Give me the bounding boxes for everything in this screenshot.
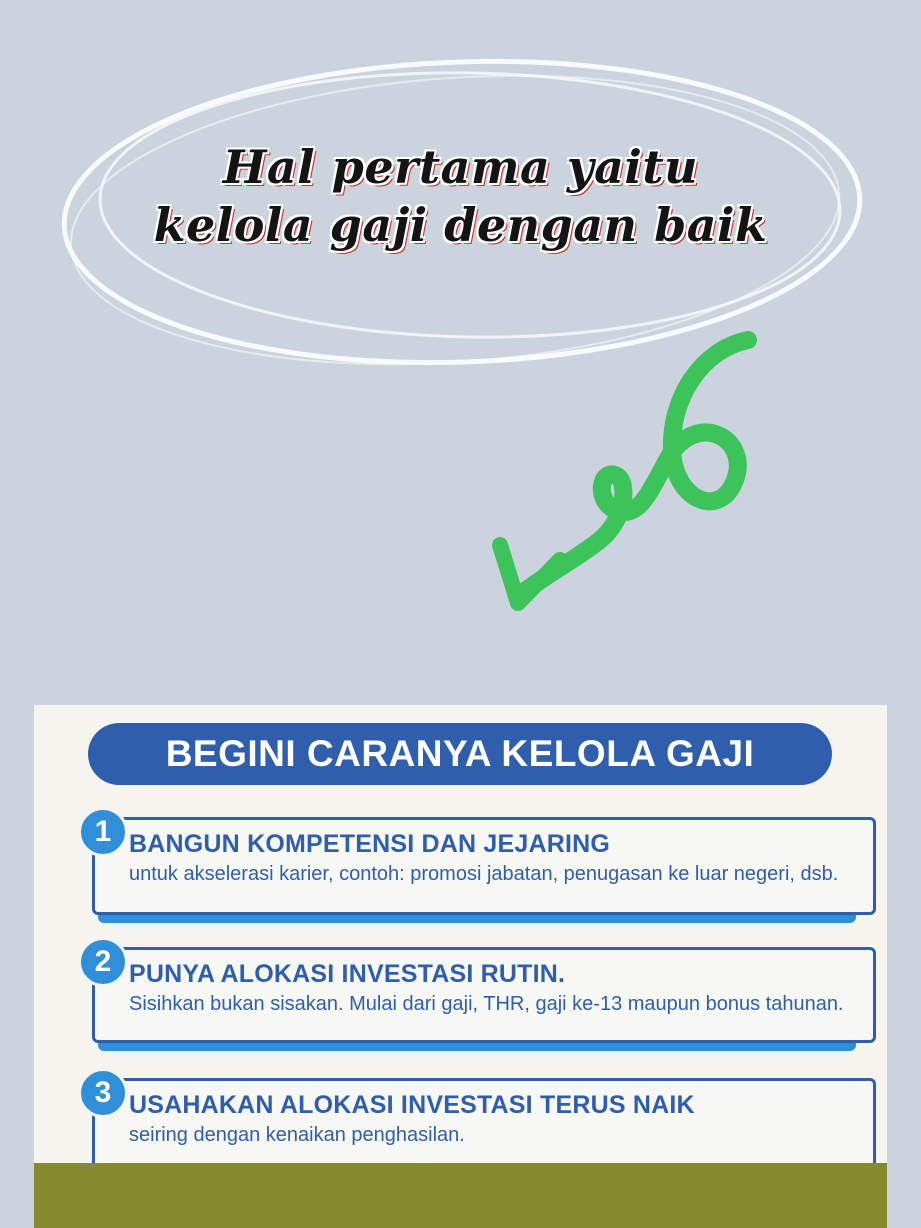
step-box [92,947,876,1043]
step-box [92,817,876,915]
step-number-badge: 3 [78,1068,128,1118]
step-description: untuk akselerasi karier, contoh: promosi jabatan, penugasan ke luar negeri, dsb. [129,863,839,885]
step-title: BANGUN KOMPETENSI DAN JEJARING [129,830,611,858]
step-number-badge: 1 [78,807,128,857]
step-title: PUNYA ALOKASI INVESTASI RUTIN. [129,960,566,988]
footer-bar [34,1163,887,1228]
curly-arrow-icon [500,340,748,603]
step-description: Sisihkan bukan sisakan. Mulai dari gaji, THR, gaji ke-13 maupun bonus tahunan. [129,993,844,1015]
step-2 [78,947,868,1043]
step-title: USAHAKAN ALOKASI INVESTASI TERUS NAIK [129,1091,695,1119]
headline-line-2: kelola gaji dengan baik [153,198,768,252]
step-1 [78,817,868,915]
step-box [92,1078,876,1165]
step-number-badge: 2 [78,937,128,987]
card-header: BEGINI CARANYA KELOLA GAJI [88,723,832,785]
step-3 [78,1078,868,1165]
info-card [34,705,887,1165]
headline [0,138,921,254]
headline-line-1: Hal pertama yaitu [222,140,699,194]
step-description: seiring dengan kenaikan penghasilan. [129,1124,465,1146]
